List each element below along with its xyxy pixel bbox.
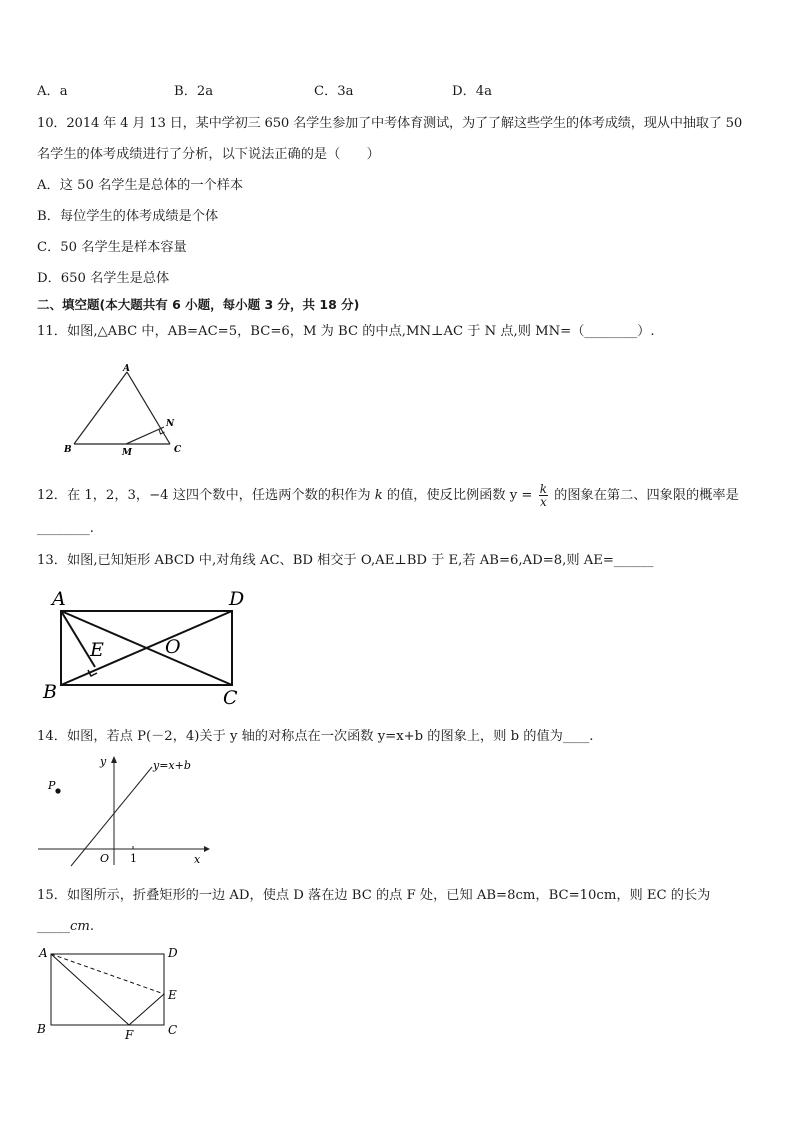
q9-option-a: A．a <box>37 84 68 99</box>
q10-stem-line1: 10．2014 年 4 月 13 日，某中学初三 650 名学生参加了中考体育测试，为了了解这些学生的体考成绩，现从中抽取了 50 <box>37 116 743 131</box>
q11-label-a: A <box>123 364 130 374</box>
q13-stem: 13．如图,已知矩形 ABCD 中,对角线 AC、BD 相交于 O,AE⊥BD 于 E,若 AB=6,AD=8,则 AE=______ <box>37 553 654 568</box>
q15-label-c: C <box>168 1023 178 1037</box>
q12-frac-den: x <box>539 495 547 509</box>
q13-rectangle-figure <box>40 585 260 710</box>
q12-blank: ________. <box>37 521 94 536</box>
q10-stem-line2: 名学生的体考成绩进行了分析，以下说法正确的是（ ） <box>37 147 380 162</box>
q13-label-a: A <box>52 588 66 610</box>
q9-option-c: C．3a <box>314 84 354 99</box>
q12-text-before: 12．在 1，2，3，−4 这四个数中，任选两个数的积作为 <box>37 488 375 503</box>
q12-text-after: 的图象在第二、四象限的概率是 <box>549 488 739 503</box>
q15-fold-figure <box>34 943 194 1043</box>
section-title: 二、填空题(本大题共有 6 小题，每小题 3 分，共 18 分) <box>37 297 360 312</box>
q15-blank: _____cm. <box>37 919 95 934</box>
q9-option-b: B．2a <box>174 84 214 99</box>
q15-label-f: F <box>125 1028 134 1042</box>
q12-frac-num: k <box>539 482 547 496</box>
q15-stem: 15．如图所示，折叠矩形的一边 AD，使点 D 落在边 BC 的点 F 处，已知 AB=8cm，BC=10cm，则 EC 的长为 <box>37 888 711 903</box>
q13-label-d: D <box>229 588 245 610</box>
q11-stem: 11．如图,△ABC 中，AB=AC=5，BC=6，M 为 BC 的中点,MN⊥AC 于 N 点,则 MN=（________）. <box>37 324 655 339</box>
q11-label-c: C <box>174 445 182 455</box>
q14-graph-figure <box>36 753 216 868</box>
q15-label-d: D <box>168 946 178 960</box>
q12-k: k <box>374 488 383 503</box>
q13-label-c: C <box>223 687 238 709</box>
q11-label-m: M <box>122 448 132 458</box>
q15-label-a: A <box>39 946 48 960</box>
q13-label-b: B <box>43 681 57 703</box>
q13-label-o: O <box>165 636 181 658</box>
q14-label-x-axis: x <box>194 853 201 866</box>
q11-label-n: N <box>166 419 175 429</box>
q11-label-b: B <box>64 445 72 455</box>
q15-label-b: B <box>37 1022 46 1036</box>
q11-triangle-figure <box>60 360 200 460</box>
q14-label-origin: O <box>100 852 110 865</box>
q14-label-p: P <box>48 779 56 792</box>
q9-options <box>37 83 757 101</box>
q13-label-e: E <box>90 639 104 661</box>
q12-fraction <box>539 483 548 508</box>
q9-option-d: D．4a <box>452 84 493 99</box>
q10-option-c: C．50 名学生是样本容量 <box>37 240 187 255</box>
q14-label-line: y=x+b <box>153 759 191 772</box>
q10-option-a: A．这 50 名学生是总体的一个样本 <box>37 178 244 193</box>
q14-stem: 14．如图，若点 P(－2，4)关于 y 轴的对称点在一次函数 y=x+b 的图象上，则 b 的值为____. <box>37 729 594 744</box>
q10-option-d: D．650 名学生是总体 <box>37 271 170 286</box>
q14-label-y-axis: y <box>100 755 107 768</box>
q10-option-b: B．每位学生的体考成绩是个体 <box>37 209 219 224</box>
q14-label-one: 1 <box>130 852 137 865</box>
q12-stem <box>37 483 739 508</box>
q15-label-e: E <box>168 988 177 1002</box>
q12-text-mid: 的值，使反比例函数 y = <box>382 488 537 503</box>
